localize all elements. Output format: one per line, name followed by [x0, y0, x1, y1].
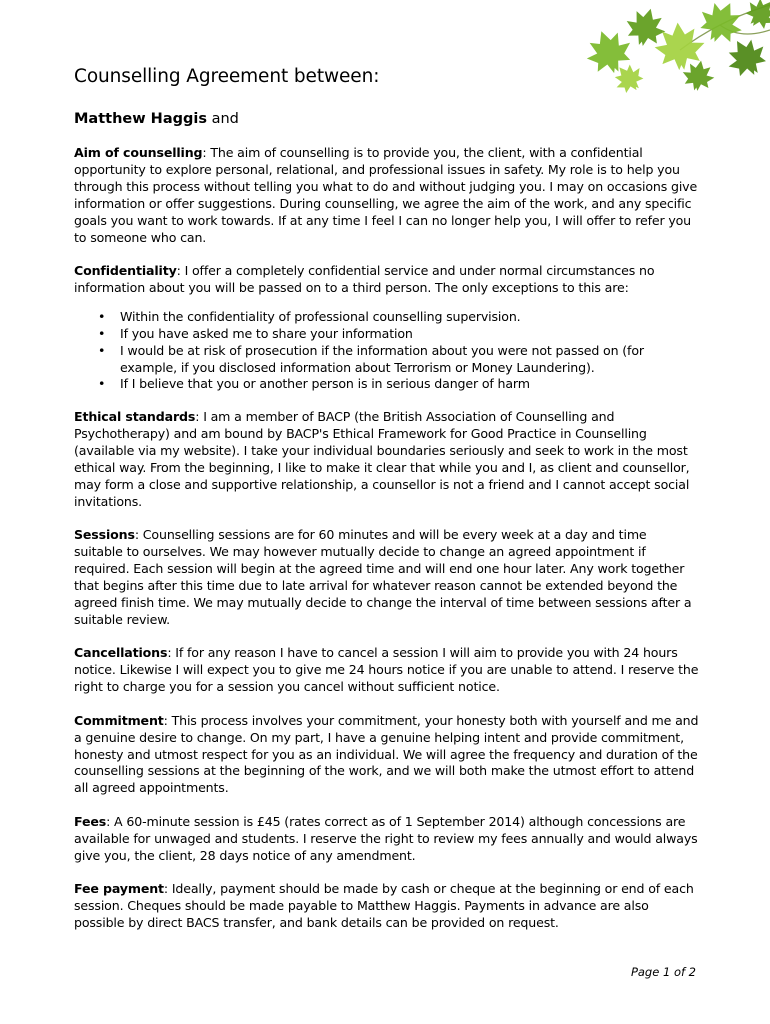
- section-heading: Commitment: [74, 712, 164, 728]
- section-heading: Fees: [74, 813, 107, 829]
- section-text: : The aim of counselling is to provide you, the client, with a confidential opportunity to explore personal, relational, and professional issues in safety. My role is to help you through this process without telling you what to do and without judging you. I may on occasions give information or offer suggestions. During counselling, we agree the aim of the work, and any specific goals you want to work towards. If at any time I feel I can no longer help you, I will offer to refer you to someone who can.: [74, 145, 698, 245]
- section-sessions: [74, 527, 699, 628]
- section-commitment: [74, 713, 699, 798]
- leaf-shape: [693, 0, 751, 50]
- section-heading: Fee payment: [74, 881, 164, 897]
- section-heading: Ethical standards: [74, 409, 196, 425]
- confidentiality-exceptions-list: [74, 309, 699, 394]
- list-item: • I would be at risk of prosecution if the information about you were not passed on (for example, if you disclosed information about Terrorism or Money Laundering).: [98, 342, 644, 375]
- section-cancellations: [74, 645, 699, 696]
- list-item: • If you have asked me to share your information: [98, 325, 413, 341]
- section-heading: Sessions: [74, 527, 135, 543]
- section-heading: Cancellations: [74, 645, 168, 661]
- section-heading: Aim of counselling: [74, 145, 203, 160]
- section-text: : I offer a completely confidential service and under normal circumstances no information about you will be passed on to a third person. The only exceptions to this are:: [74, 263, 655, 295]
- section-confidentiality: [74, 263, 699, 297]
- bullet-icon: •: [98, 325, 106, 341]
- section-fee-payment: [74, 881, 699, 932]
- section-aim: [74, 145, 699, 246]
- section-text: : A 60-minute session is £45 (rates correct as of 1 September 2014) although concessions are available for unwaged and students. I reserve the right to review my fees annually and would always give you, the client, 28 days notice of any amendment.: [74, 813, 698, 863]
- leaf-shape: [740, 0, 770, 35]
- section-text: : If for any reason I have to cancel a session I will aim to provide you with 24 hours notice. Likewise I will expect you to give me 24 hours notice if you are unable to attend. I reserve the right to charge you for a session you cancel without sufficient notice.: [74, 645, 699, 695]
- document-body: [74, 66, 699, 949]
- agreement-parties: [74, 111, 699, 127]
- bullet-icon: •: [98, 342, 106, 358]
- section-fees: [74, 814, 699, 865]
- counsellor-name: Matthew Haggis: [74, 111, 207, 127]
- addressee-suffix: and: [206, 111, 239, 127]
- section-text: : Ideally, payment should be made by cash or cheque at the beginning or end of each session. Cheques should be made payable to Matthew Haggis. Payments in advance are also possible by direct BACS transfer, and bank details can be provided on request.: [74, 881, 694, 930]
- section-text: : This process involves your commitment, your honesty both with yourself and me and a genuine desire to change. On my part, I have a genuine helping intent and provide commitment, honesty and utmost respect for you as an individual. We will agree the frequency and duration of the counselling sessions at the beginning of the work, and we will both make the utmost effort to attend all agreed appointments.: [74, 712, 699, 796]
- list-item: • If I believe that you or another person is in serious danger of harm: [98, 376, 530, 392]
- section-ethical-standards: [74, 409, 699, 510]
- bullet-icon: •: [98, 376, 106, 392]
- bullet-icon: •: [98, 308, 106, 324]
- list-item: • Within the confidentiality of professional counselling supervision.: [98, 308, 521, 324]
- page-number: Page 1 of 2: [630, 965, 696, 979]
- section-heading: Confidentiality: [74, 263, 177, 279]
- section-text: : I am a member of BACP (the British Association of Counselling and Psychotherapy) and am bound by BACP's Ethical Framework for Good Practice in Counselling (available via my website). I take your individual boundaries seriously and seek to work in the most ethical way. From the beginning, I like to make it clear that while you and I, as client and counsellor, may form a close and supportive relationship, a counsellor is not a friend and I cannot accept social invitations.: [74, 409, 690, 509]
- section-text: : Counselling sessions are for 60 minutes and will be every week at a day and time suitable to ourselves. We may however mutually decide to change an agreed appointment if required. Each session will begin at the agreed time and will end one hour later. Any work together that begins after this time due to late arrival for whatever reason cannot be extended beyond the agreed finish time. We may mutually decide to change the interval of time between sessions after a suitable review.: [74, 527, 692, 627]
- document-title: Counselling Agreement between:: [74, 66, 380, 87]
